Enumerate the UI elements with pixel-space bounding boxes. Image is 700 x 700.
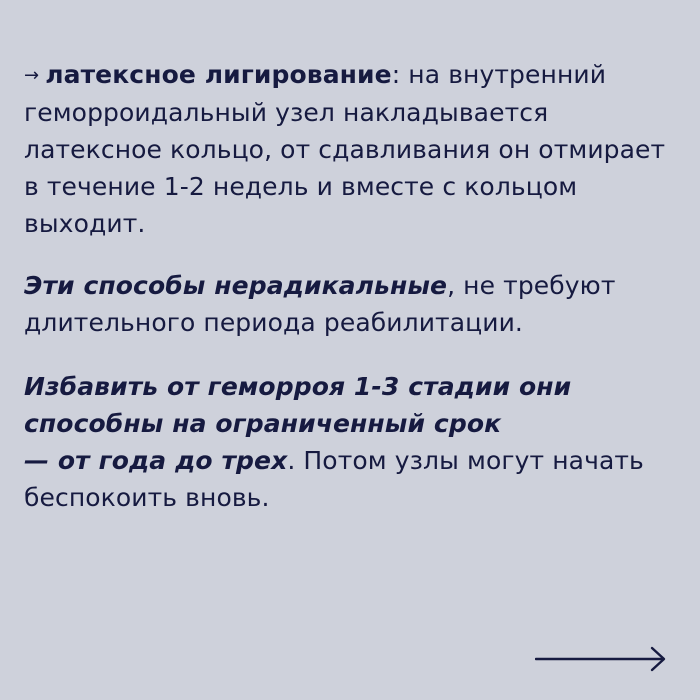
term-colon: : (391, 60, 401, 89)
term-latex-ligation: латексное лигирование (45, 60, 392, 89)
paragraph-duration (24, 368, 679, 516)
duration-text: . Потом узлы могут начать беспокоить вновь. (24, 446, 644, 512)
non-radical-emphasis: Эти способы нерадикальные (24, 271, 448, 300)
long-arrow-right-icon[interactable] (535, 646, 667, 672)
non-radical-text: , не требуют длительного периода реабилитации. (24, 271, 616, 337)
paragraph-non-radical (24, 267, 679, 341)
paragraph-latex-ligation (24, 56, 679, 242)
bullet-arrow-icon: → (24, 65, 40, 86)
latex-ligation-description: на внутренний геморроидальный узел накладывается латексное кольцо, от сдавливания он отмирает в течение 1-2 недель и вместе с кольцом выходит. (24, 60, 666, 238)
duration-emphasis: Избавить от геморроя 1-3 стадии они способны на ограниченный срок (24, 372, 572, 438)
duration-range-emphasis: — от года до трех (24, 446, 288, 475)
